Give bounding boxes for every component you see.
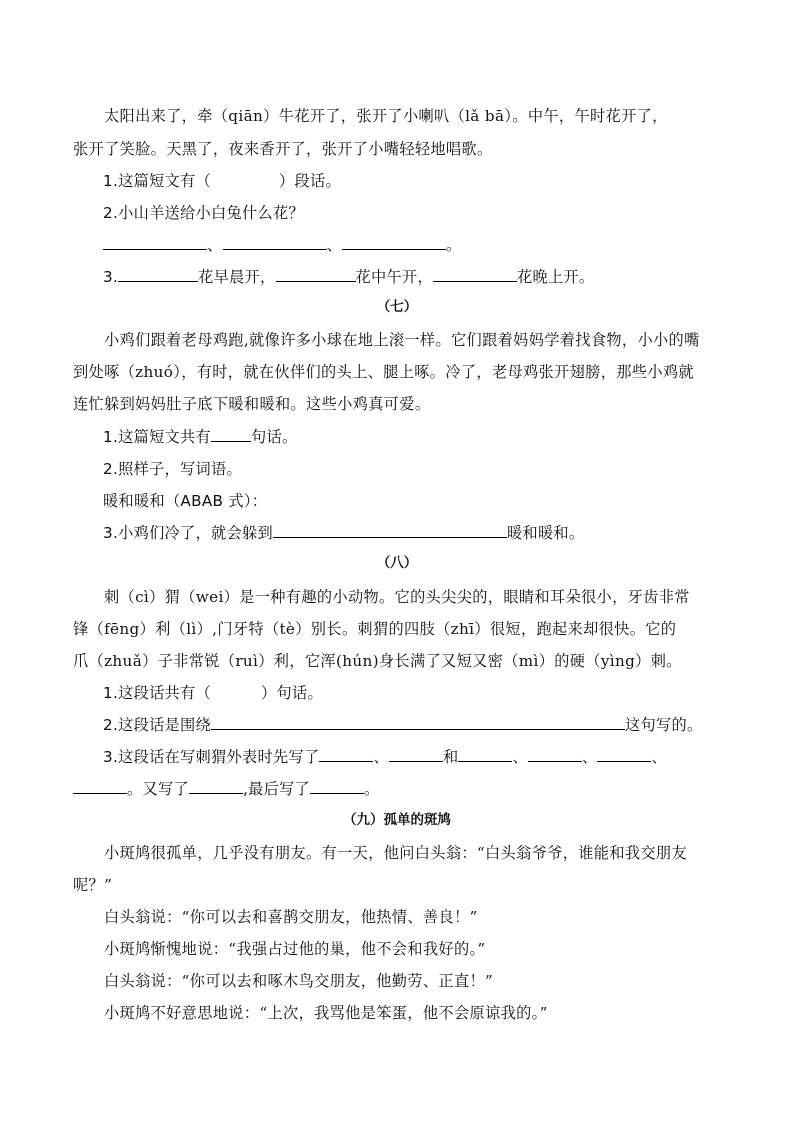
- s8-q3-blank-8[interactable]: [310, 779, 364, 794]
- s9-dialogue-1: 白头翁说：“你可以去和喜鹊交朋友，他热情、善良！”: [104, 908, 478, 926]
- s8-q3-blank-1[interactable]: [319, 747, 373, 762]
- s7-paragraph-line-2: 到处啄（zhuó），有时，就在伙伴们的头上、腿上啄。冷了，老母鸡张开翅膀，那些小鸡就: [73, 363, 694, 381]
- s8-q3-separator-4: 、: [651, 748, 667, 766]
- s8-q3-blank-2[interactable]: [389, 747, 443, 762]
- s6-question-1: [103, 171, 341, 191]
- s7-q3-suffix: 暖和暖和。: [506, 524, 585, 542]
- s8-paragraph-line-3: 爪（zhuǎ）子非常锐（ruì）利，它浑(hún)身长满了又短又密（mì）的硬（yìng）刺。: [73, 652, 682, 670]
- s8-q1-prefix: 1.这段话共有（: [103, 684, 212, 702]
- s8-q3-l2-part-a: 。又写了: [127, 780, 189, 798]
- s7-question-3: [103, 523, 584, 543]
- s9-dialogue-3: 白头翁说：“你可以去和啄木鸟交朋友，他勤劳、正直！”: [104, 972, 494, 990]
- s7-q1-blank[interactable]: [211, 427, 251, 442]
- s8-q3-blank-5[interactable]: [597, 747, 651, 762]
- s8-q3-separator-2: 、: [512, 748, 528, 766]
- s9-dialogue-2: 小斑鸠惭愧地说：“我强占过他的巢，他不会和我好的。”: [104, 940, 486, 958]
- s8-q2-prefix: 2.这段话是围绕: [103, 716, 212, 734]
- s6-question-2: 2.小山羊送给小白兔什么花？: [103, 204, 304, 222]
- s6-question-3: [103, 267, 594, 287]
- s8-q3-l2-part-b: ,最后写了: [242, 780, 311, 798]
- s6-q2-answer-row: [103, 235, 462, 255]
- s8-q3-and: 和: [442, 748, 459, 766]
- s6-q2-blank-1[interactable]: [103, 235, 207, 250]
- s7-q1-suffix: 句话。: [251, 428, 298, 446]
- s8-question-3-line-2: [73, 779, 380, 799]
- s6-q2-end: 。: [446, 236, 462, 254]
- s7-q3-blank[interactable]: [273, 523, 507, 538]
- s6-q1-prefix: 1.这篇短文有（: [103, 172, 212, 190]
- section-9-heading: （九）孤单的斑鸠: [343, 812, 451, 828]
- s8-question-3: [103, 747, 667, 767]
- s6-q3-prefix: 3.: [103, 268, 119, 286]
- s6-paragraph-line-1: 太阳出来了，牵（qiān）牛花开了，张开了小喇叭（lǎ bā）。中午，午时花开了，: [104, 107, 668, 125]
- s6-q3-part-c: 花中午开，: [355, 268, 433, 286]
- s8-q2-suffix: 这句写的。: [625, 716, 703, 734]
- s6-q2-blank-2[interactable]: [223, 235, 327, 250]
- s8-q3-blank-3[interactable]: [458, 747, 512, 762]
- s6-q3-blank-3[interactable]: [433, 267, 517, 282]
- section-7-heading: （七）: [376, 299, 418, 315]
- s8-q3-l2-end: 。: [364, 780, 380, 798]
- s6-q3-blank-2[interactable]: [276, 267, 356, 282]
- s6-q1-suffix: ）段话。: [279, 172, 341, 190]
- s7-q2-example: 暖和暖和（ABAB 式）：: [103, 492, 268, 510]
- s8-q3-separator-1: 、: [373, 748, 389, 766]
- s7-question-1: [103, 427, 297, 447]
- s8-question-2: [103, 715, 702, 735]
- s8-q3-separator-3: 、: [581, 748, 598, 766]
- s9-paragraph-line-1: 小斑鸠很孤单，几乎没有朋友。有一天，他问白头翁：“白头翁爷爷，谁能和我交朋友: [104, 844, 688, 862]
- s8-q2-blank[interactable]: [211, 715, 625, 730]
- section-8-heading: （八）: [376, 555, 418, 571]
- s7-q3-prefix: 3.小鸡们冷了，就会躲到: [103, 524, 273, 542]
- s6-q2-separator-2: 、: [326, 236, 342, 254]
- s8-q3-prefix: 3.这段话在写刺猬外表时先写了: [103, 748, 320, 766]
- s6-q3-blank-1[interactable]: [118, 267, 198, 282]
- s8-paragraph-line-2: 锋（fēng）利（lì）,门牙特（tè）别长。刺猬的四肢（zhī）很短，跑起来却很快。它的: [73, 620, 677, 638]
- s8-q1-suffix: ）句话。: [261, 684, 323, 702]
- s9-paragraph-line-2: 呢？”: [73, 876, 113, 894]
- s7-question-2: 2.照样子，写词语。: [103, 460, 242, 478]
- s8-q3-blank-6[interactable]: [73, 779, 127, 794]
- s7-q1-prefix: 1.这篇短文共有: [103, 428, 212, 446]
- s8-paragraph-line-1: 刺（cì）猬（wei）是一种有趣的小动物。它的头尖尖的，眼睛和耳朵很小，牙齿非常: [104, 588, 690, 606]
- s8-q3-blank-4[interactable]: [528, 747, 582, 762]
- s7-paragraph-line-1: 小鸡们跟着老母鸡跑,就像许多小球在地上滚一样。它们跟着妈妈学着找食物，小小的嘴: [104, 331, 700, 349]
- s6-q3-part-d: 花晚上开。: [516, 268, 595, 286]
- s7-paragraph-line-3: 连忙躲到妈妈肚子底下暖和暖和。这些小鸡真可爱。: [73, 395, 431, 413]
- s6-q3-part-b: 花早晨开，: [198, 268, 276, 286]
- s9-dialogue-4: 小斑鸠不好意思地说：“上次，我骂他是笨蛋，他不会原谅我的。”: [104, 1004, 548, 1022]
- s6-q2-separator-1: 、: [207, 236, 223, 254]
- s8-q3-blank-7[interactable]: [189, 779, 243, 794]
- s6-paragraph-line-2: 张开了笑脸。天黑了，夜来香开了，张开了小嘴轻轻地唱歌。: [73, 140, 493, 158]
- s8-question-1: [103, 683, 323, 703]
- s6-q2-blank-3[interactable]: [342, 235, 446, 250]
